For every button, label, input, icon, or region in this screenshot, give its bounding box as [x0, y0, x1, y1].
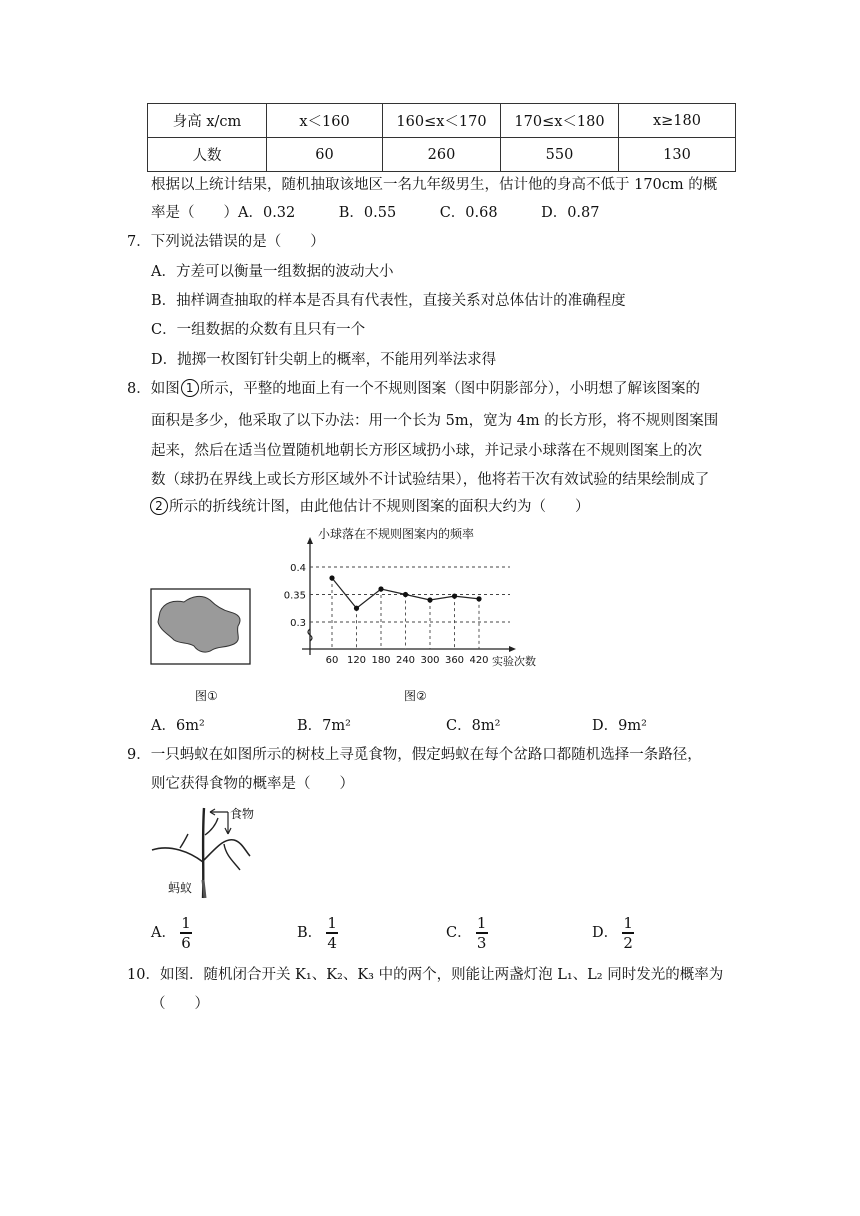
figure-1-caption: 图①	[195, 689, 218, 703]
figure-1-irregular-shape	[150, 588, 252, 666]
y-tick-label: 0.4	[290, 563, 306, 574]
table-cell: 260	[383, 138, 501, 172]
table-cell: 550	[501, 138, 619, 172]
q9-option-c	[446, 914, 488, 952]
q8-line5b: 所示的折线统计图，由此他估计不规则图案的面积大约为（ ）	[169, 499, 590, 515]
x-tick-label: 120	[346, 655, 367, 666]
table-cell: 身高 x/cm	[148, 104, 267, 138]
q7-option-b: B．抽样调查抽取的样本是否具有代表性，直接关系对总体估计的准确程度	[151, 293, 626, 309]
table-cell: x≥180	[619, 104, 736, 138]
numerator: 1	[623, 914, 633, 933]
option-letter: A．	[151, 925, 176, 941]
q7-stem: 7．下列说法错误的是（ ）	[127, 234, 325, 250]
data-point	[427, 597, 432, 602]
option-letter: C．	[446, 925, 472, 941]
table-header-row	[148, 104, 736, 138]
denominator: 2	[623, 933, 633, 952]
q10-line2: （ ）	[151, 996, 209, 1012]
denominator: 4	[327, 933, 337, 952]
option-letter: D．	[592, 925, 619, 941]
fraction	[476, 915, 488, 950]
q6-line2: 率是（ ）A．0.32 B．0.55 C．0.68 D．0.87	[151, 205, 600, 221]
q8-line1b: 所示，平整的地面上有一个不规则图案（图中阴影部分），小明想了解该图案的	[199, 381, 700, 397]
q8-line5	[149, 497, 590, 517]
table-row	[148, 138, 736, 172]
q8-line3: 起来，然后在适当位置随机地朝长方形区域扔小球，并记录小球落在不规则图案上的次	[151, 443, 702, 459]
x-tick-label: 240	[395, 655, 416, 666]
q9-line1: 9．一只蚂蚁在如图所示的树枝上寻觅食物，假定蚂蚁在每个岔路口都随机选择一条路径，	[127, 747, 702, 763]
fraction	[180, 915, 192, 950]
numerator: 1	[476, 914, 487, 933]
x-tick-label: 300	[420, 655, 440, 666]
figure-2-caption: 图②	[404, 689, 427, 703]
q9-option-a	[151, 914, 192, 952]
q8-option-a: A．6m²	[151, 718, 205, 734]
q9-option-d	[592, 914, 634, 952]
data-point	[452, 594, 457, 599]
table-cell: 130	[619, 138, 736, 172]
data-point	[476, 596, 481, 601]
x-tick-label: 420	[469, 655, 489, 666]
fraction	[326, 915, 338, 950]
q7-option-d: D．抛掷一枚图钉针尖朝上的概率，不能用列举法求得	[151, 352, 497, 368]
y-tick-label: 0.3	[290, 618, 306, 629]
food-label: 食物	[230, 807, 255, 821]
circled-number: 2	[150, 497, 168, 515]
x-tick-label: 60	[325, 655, 339, 666]
table-cell: x＜160	[267, 104, 383, 138]
table-cell: 60	[267, 138, 383, 172]
numerator: 1	[327, 914, 337, 933]
table-cell: 160≤x＜170	[383, 104, 501, 138]
x-tick-label: 360	[444, 655, 465, 666]
fraction	[622, 915, 634, 950]
ant-label: 蚂蚁	[168, 881, 193, 895]
numerator: 1	[181, 914, 191, 933]
q9-line2: 则它获得食物的概率是（ ）	[151, 776, 354, 792]
data-point	[378, 586, 383, 591]
data-point	[403, 592, 408, 597]
q8-option-d: D．9m²	[592, 718, 647, 734]
denominator: 3	[476, 933, 487, 952]
option-letter: B．	[297, 925, 323, 941]
data-point	[354, 606, 359, 611]
y-axis-arrow	[307, 537, 313, 544]
q8-option-c: C．8m²	[446, 718, 501, 734]
q8-line1	[127, 379, 700, 399]
height-table	[147, 103, 736, 172]
chart-title: 小球落在不规则图案内的频率	[318, 527, 475, 541]
y-tick-label: 0.35	[283, 590, 306, 602]
table-cell: 人数	[148, 138, 267, 172]
q10-line1: 10．如图．随机闭合开关 K₁、K₂、K₃ 中的两个，则能让两盏灯泡 L₁、L₂ 同时发光的概率为	[127, 967, 724, 983]
q7-option-c: C．一组数据的众数有且只有一个	[151, 322, 366, 338]
frequency-line-chart	[280, 525, 552, 685]
x-axis-arrow	[509, 646, 516, 652]
q7-option-a: A．方差可以衡量一组数据的波动大小	[151, 264, 394, 280]
q8-line2: 面积是多少，他采取了以下办法：用一个长为 5m，宽为 4m 的长方形，将不规则图案围	[151, 413, 719, 429]
x-tick-label: 180	[371, 655, 391, 666]
q8-option-b: B．7m²	[297, 718, 351, 734]
q8-line4: 数（球扔在界线上或长方形区域外不计试验结果），他将若干次有效试验的结果绘制成了	[151, 472, 710, 488]
denominator: 6	[181, 933, 191, 952]
q8-line1a: 8．如图	[127, 381, 180, 397]
table-cell: 170≤x＜180	[501, 104, 619, 138]
data-point	[329, 575, 334, 580]
q6-line1: 根据以上统计结果，随机抽取该地区一名九年级男生，估计他的身高不低于 170cm 的概	[151, 177, 718, 193]
x-axis-label: 实验次数	[492, 655, 536, 668]
q9-option-b	[297, 914, 338, 952]
circled-number: 1	[181, 379, 199, 397]
